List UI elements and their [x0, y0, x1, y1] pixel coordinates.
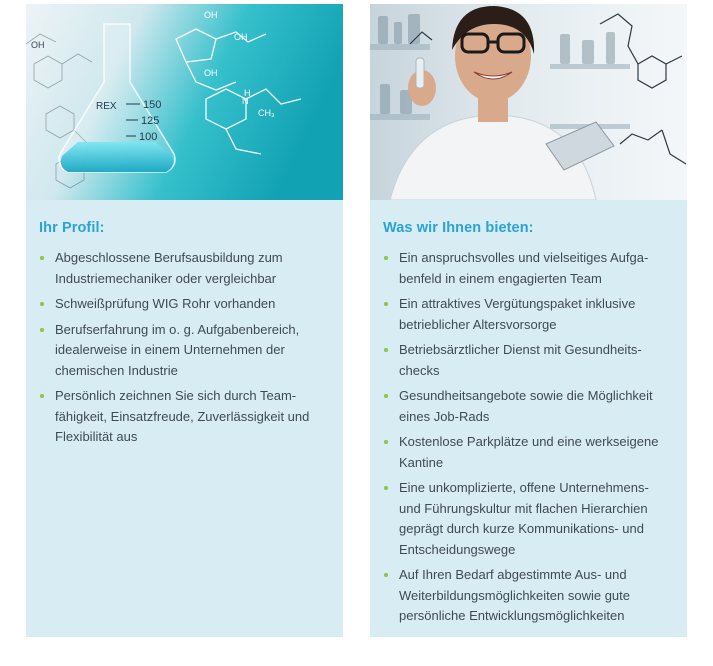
list-item	[39, 248, 331, 289]
list-item-line: Kostenlose Parkplätze und eine werkseigene	[399, 434, 659, 449]
list-item-line: eines Job-Rads	[399, 408, 490, 424]
list-item-line: Flexibilität aus	[55, 429, 138, 444]
list-item-line: geprägt durch kurze Kommunikations- und	[399, 521, 644, 536]
bullet-icon	[384, 394, 388, 398]
molecule-oh-left: OH	[31, 40, 45, 50]
molecule-n: N	[242, 96, 249, 106]
benefits-card	[370, 4, 687, 637]
list-item-line: Auf Ihren Bedarf abgestimmte Aus- und	[399, 567, 627, 582]
flask-rex-label: REX	[96, 101, 117, 112]
list-item-line: checks	[399, 362, 440, 378]
list-item	[383, 340, 675, 381]
bullet-icon	[40, 256, 44, 260]
profile-list	[39, 248, 331, 453]
molecule-oh-3: OH	[204, 68, 218, 78]
list-item	[39, 294, 331, 315]
bullet-icon	[384, 302, 388, 306]
bullet-icon	[40, 328, 44, 332]
list-item-line: Gesundheitsangebote sowie die Möglichkeit	[399, 388, 653, 403]
list-item-line: Persönlich zeichnen Sie sich durch Team-	[55, 388, 297, 403]
flask-mark-125: 125	[141, 115, 160, 127]
bullet-icon	[384, 573, 388, 577]
molecule-oh-1: OH	[204, 10, 218, 20]
list-item-line: Weiterbildungsmöglichkeiten sowie gute	[399, 587, 630, 603]
list-item	[383, 386, 675, 427]
scientist-illustration	[370, 4, 687, 200]
list-item-line: Industriemechaniker oder vergleichbar	[55, 270, 277, 286]
lab-flask-image	[26, 4, 343, 200]
list-item-line: Betriebsärztlicher Dienst mit Gesundheits-	[399, 342, 642, 357]
list-item-line: Abgeschlossene Berufsausbildung zum	[55, 250, 283, 265]
scientist-image	[370, 4, 687, 200]
molecule-oh-2: OH	[234, 32, 248, 42]
profile-heading: Ihr Profil:	[39, 220, 105, 236]
list-item-line: Ein attraktives Vergütungspaket inklusive	[399, 296, 636, 311]
flask-mark-100: 100	[139, 131, 158, 143]
list-item	[39, 320, 331, 382]
bullet-icon	[384, 348, 388, 352]
list-item	[383, 294, 675, 335]
list-item-line: chemischen Industrie	[55, 362, 178, 378]
list-item-line: Berufserfahrung im o. g. Aufgabenbereich,	[55, 321, 300, 337]
list-item-line: Entscheidungswege	[399, 541, 516, 557]
bullet-icon	[384, 256, 388, 260]
list-item-line: betrieblicher Altersvorsorge	[399, 316, 557, 332]
profile-card	[26, 4, 343, 637]
molecule-h: H	[244, 88, 251, 98]
list-item-line: Eine unkomplizierte, offene Unternehmens-	[399, 480, 649, 495]
list-item-line: Ein anspruchsvolles und vielseitiges Aufga-	[399, 250, 649, 265]
bullet-icon	[40, 302, 44, 306]
list-item-line: und Führungskultur mit flachen Hierarchien	[399, 500, 648, 516]
list-item-line: Schweißprüfung WIG Rohr vorhanden	[55, 296, 276, 311]
list-item	[383, 248, 675, 289]
list-item-line: Kantine	[399, 454, 444, 470]
flask-illustration	[26, 4, 343, 200]
list-item-line: fähigkeit, Einsatzfreude, Zuverlässigkeit und	[55, 408, 310, 424]
list-item-line: persönliche Entwicklungsmöglichkeiten	[399, 608, 625, 623]
list-item	[383, 565, 675, 627]
molecule-ch3: CH₃	[258, 108, 275, 118]
bullet-icon	[384, 440, 388, 444]
list-item	[39, 386, 331, 448]
list-item-line: benfeld in einem engagierten Team	[399, 270, 602, 286]
benefits-heading: Was wir Ihnen bieten:	[383, 220, 534, 236]
list-item	[383, 432, 675, 473]
flask-mark-150: 150	[143, 99, 162, 111]
list-item-line: idealerweise in einem Unternehmen der	[55, 342, 285, 357]
benefits-list	[383, 248, 675, 632]
bullet-icon	[40, 394, 44, 398]
list-item	[383, 478, 675, 560]
bullet-icon	[384, 486, 388, 490]
